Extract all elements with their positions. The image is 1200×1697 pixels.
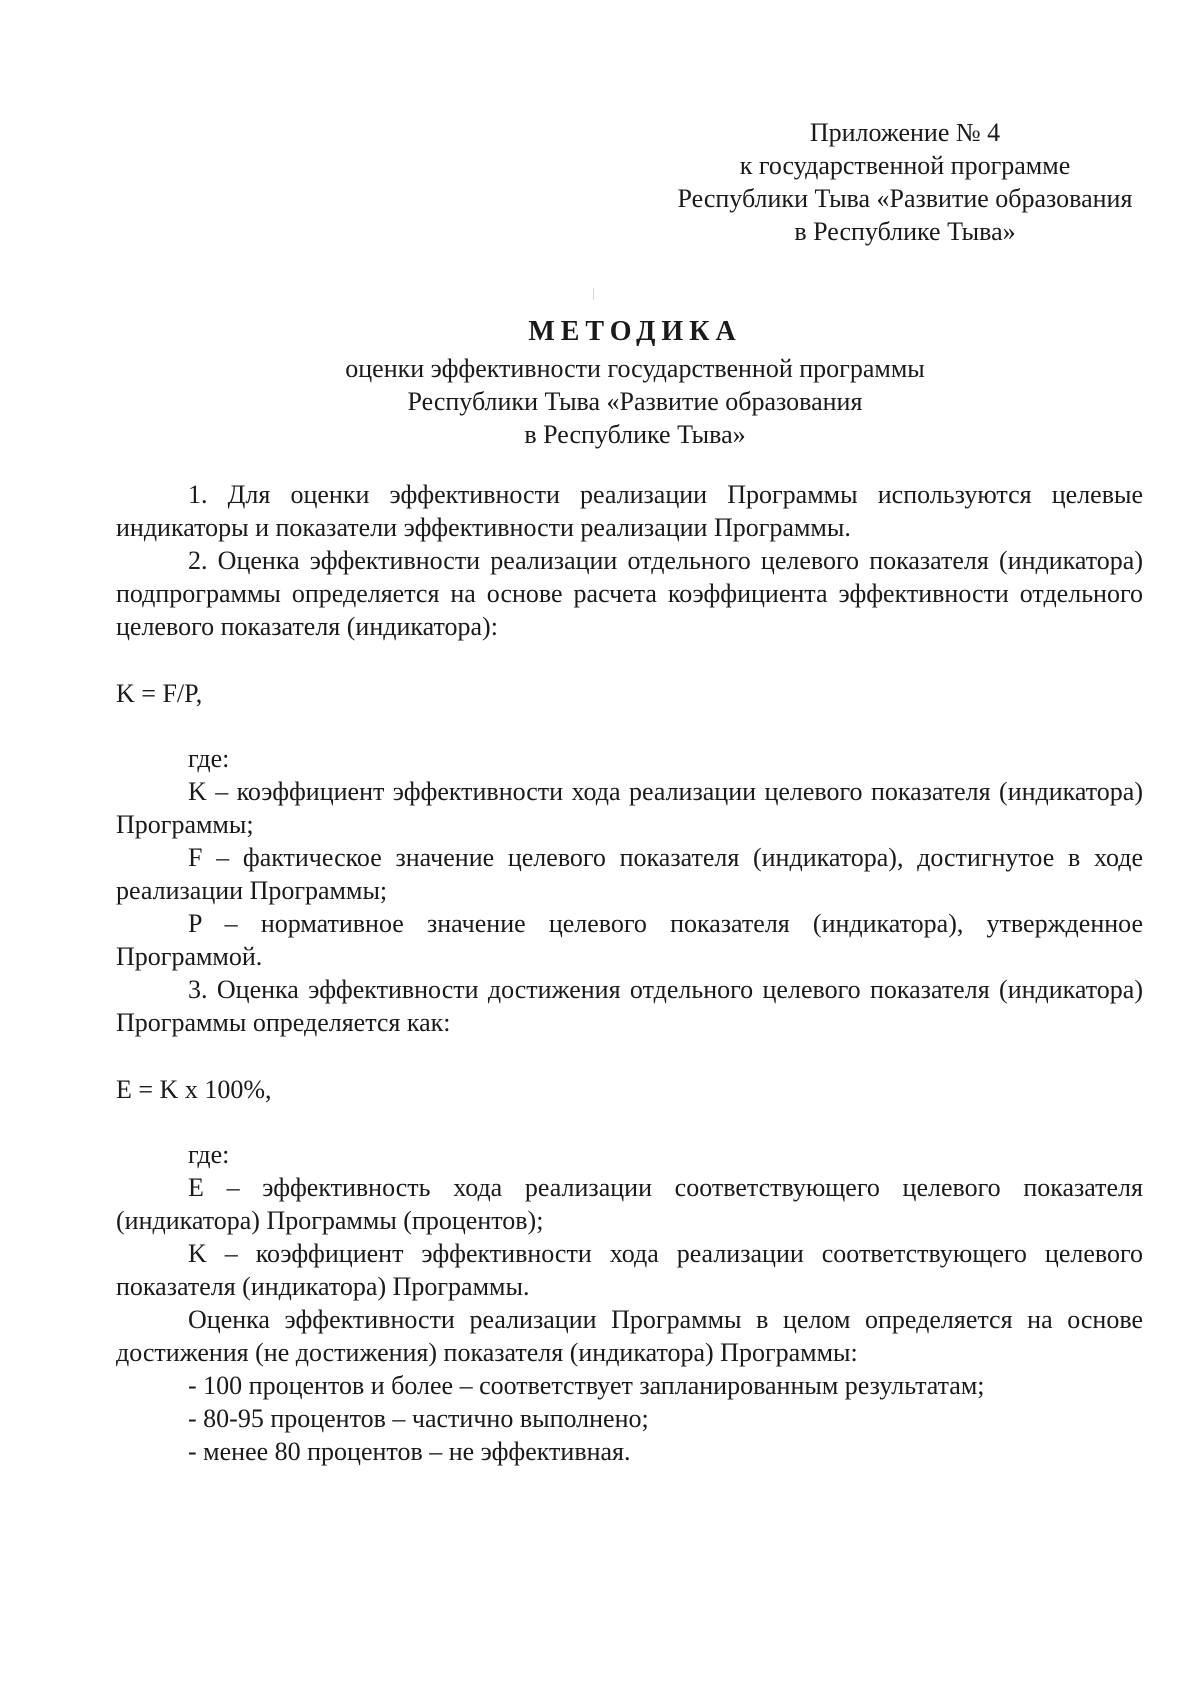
paragraph-2: 2. Оценка эффективности реализации отдельного целевого показателя (индикатора) подпрограммы определяется на основе расчета коэффициента эффективности отдельного целевого показателя (индикатора): bbox=[116, 546, 1143, 641]
scan-artifact bbox=[593, 288, 594, 300]
definition-p: P – нормативное значение целевого показателя (индикатора), утвержденное Программой. bbox=[116, 909, 1143, 971]
appendix-line-1: Приложение № 4 bbox=[809, 118, 1001, 147]
document-body bbox=[116, 478, 1143, 1468]
definition-k: K – коэффициент эффективности хода реализации целевого показателя (индикатора) Программы; bbox=[116, 777, 1143, 839]
list-item-1: - 100 процентов и более – соответствует запланированным результатам; bbox=[188, 1371, 985, 1400]
appendix-line-3: Республики Тыва «Развитие образования bbox=[677, 184, 1133, 213]
paragraph-3: 3. Оценка эффективности достижения отдельного целевого показателя (индикатора) Программы определяется как: bbox=[116, 975, 1143, 1037]
document-heading bbox=[100, 312, 1170, 451]
appendix-header bbox=[600, 116, 1200, 248]
definition-f: F – фактическое значение целевого показателя (индикатора), достигнутое в ходе реализации Программы; bbox=[116, 843, 1143, 905]
definition-k-2: K – коэффициент эффективности хода реализации соответствующего целевого показателя (индикатора) Программы. bbox=[116, 1239, 1143, 1301]
appendix-line-4: в Республике Тыва» bbox=[794, 217, 1016, 246]
document-subtitle-line-1: оценки эффективности государственной программы bbox=[345, 354, 925, 383]
formula-k: K = F/P, bbox=[116, 679, 203, 708]
list-item-2: - 80-95 процентов – частично выполнено; bbox=[188, 1404, 649, 1433]
document-title: МЕТОДИКА bbox=[528, 316, 742, 347]
definition-e: E – эффективность хода реализации соответствующего целевого показателя (индикатора) Программы (процентов); bbox=[116, 1173, 1143, 1235]
list-item-3: - менее 80 процентов – не эффективная. bbox=[188, 1437, 631, 1466]
paragraph-1: 1. Для оценки эффективности реализации Программы используются целевые индикаторы и показатели эффективности реализации Программы. bbox=[116, 480, 1143, 542]
where-label-1: где: bbox=[188, 744, 230, 773]
paragraph-4: Оценка эффективности реализации Программы в целом определяется на основе достижения (не достижения) показателя (индикатора) Программы: bbox=[116, 1305, 1143, 1367]
formula-e: E = K x 100%, bbox=[116, 1075, 272, 1104]
document-subtitle-line-3: в Республике Тыва» bbox=[524, 420, 746, 449]
where-label-2: где: bbox=[188, 1140, 230, 1169]
appendix-line-2: к государственной программе bbox=[739, 151, 1071, 180]
document-subtitle-line-2: Республики Тыва «Развитие образования bbox=[407, 387, 863, 416]
